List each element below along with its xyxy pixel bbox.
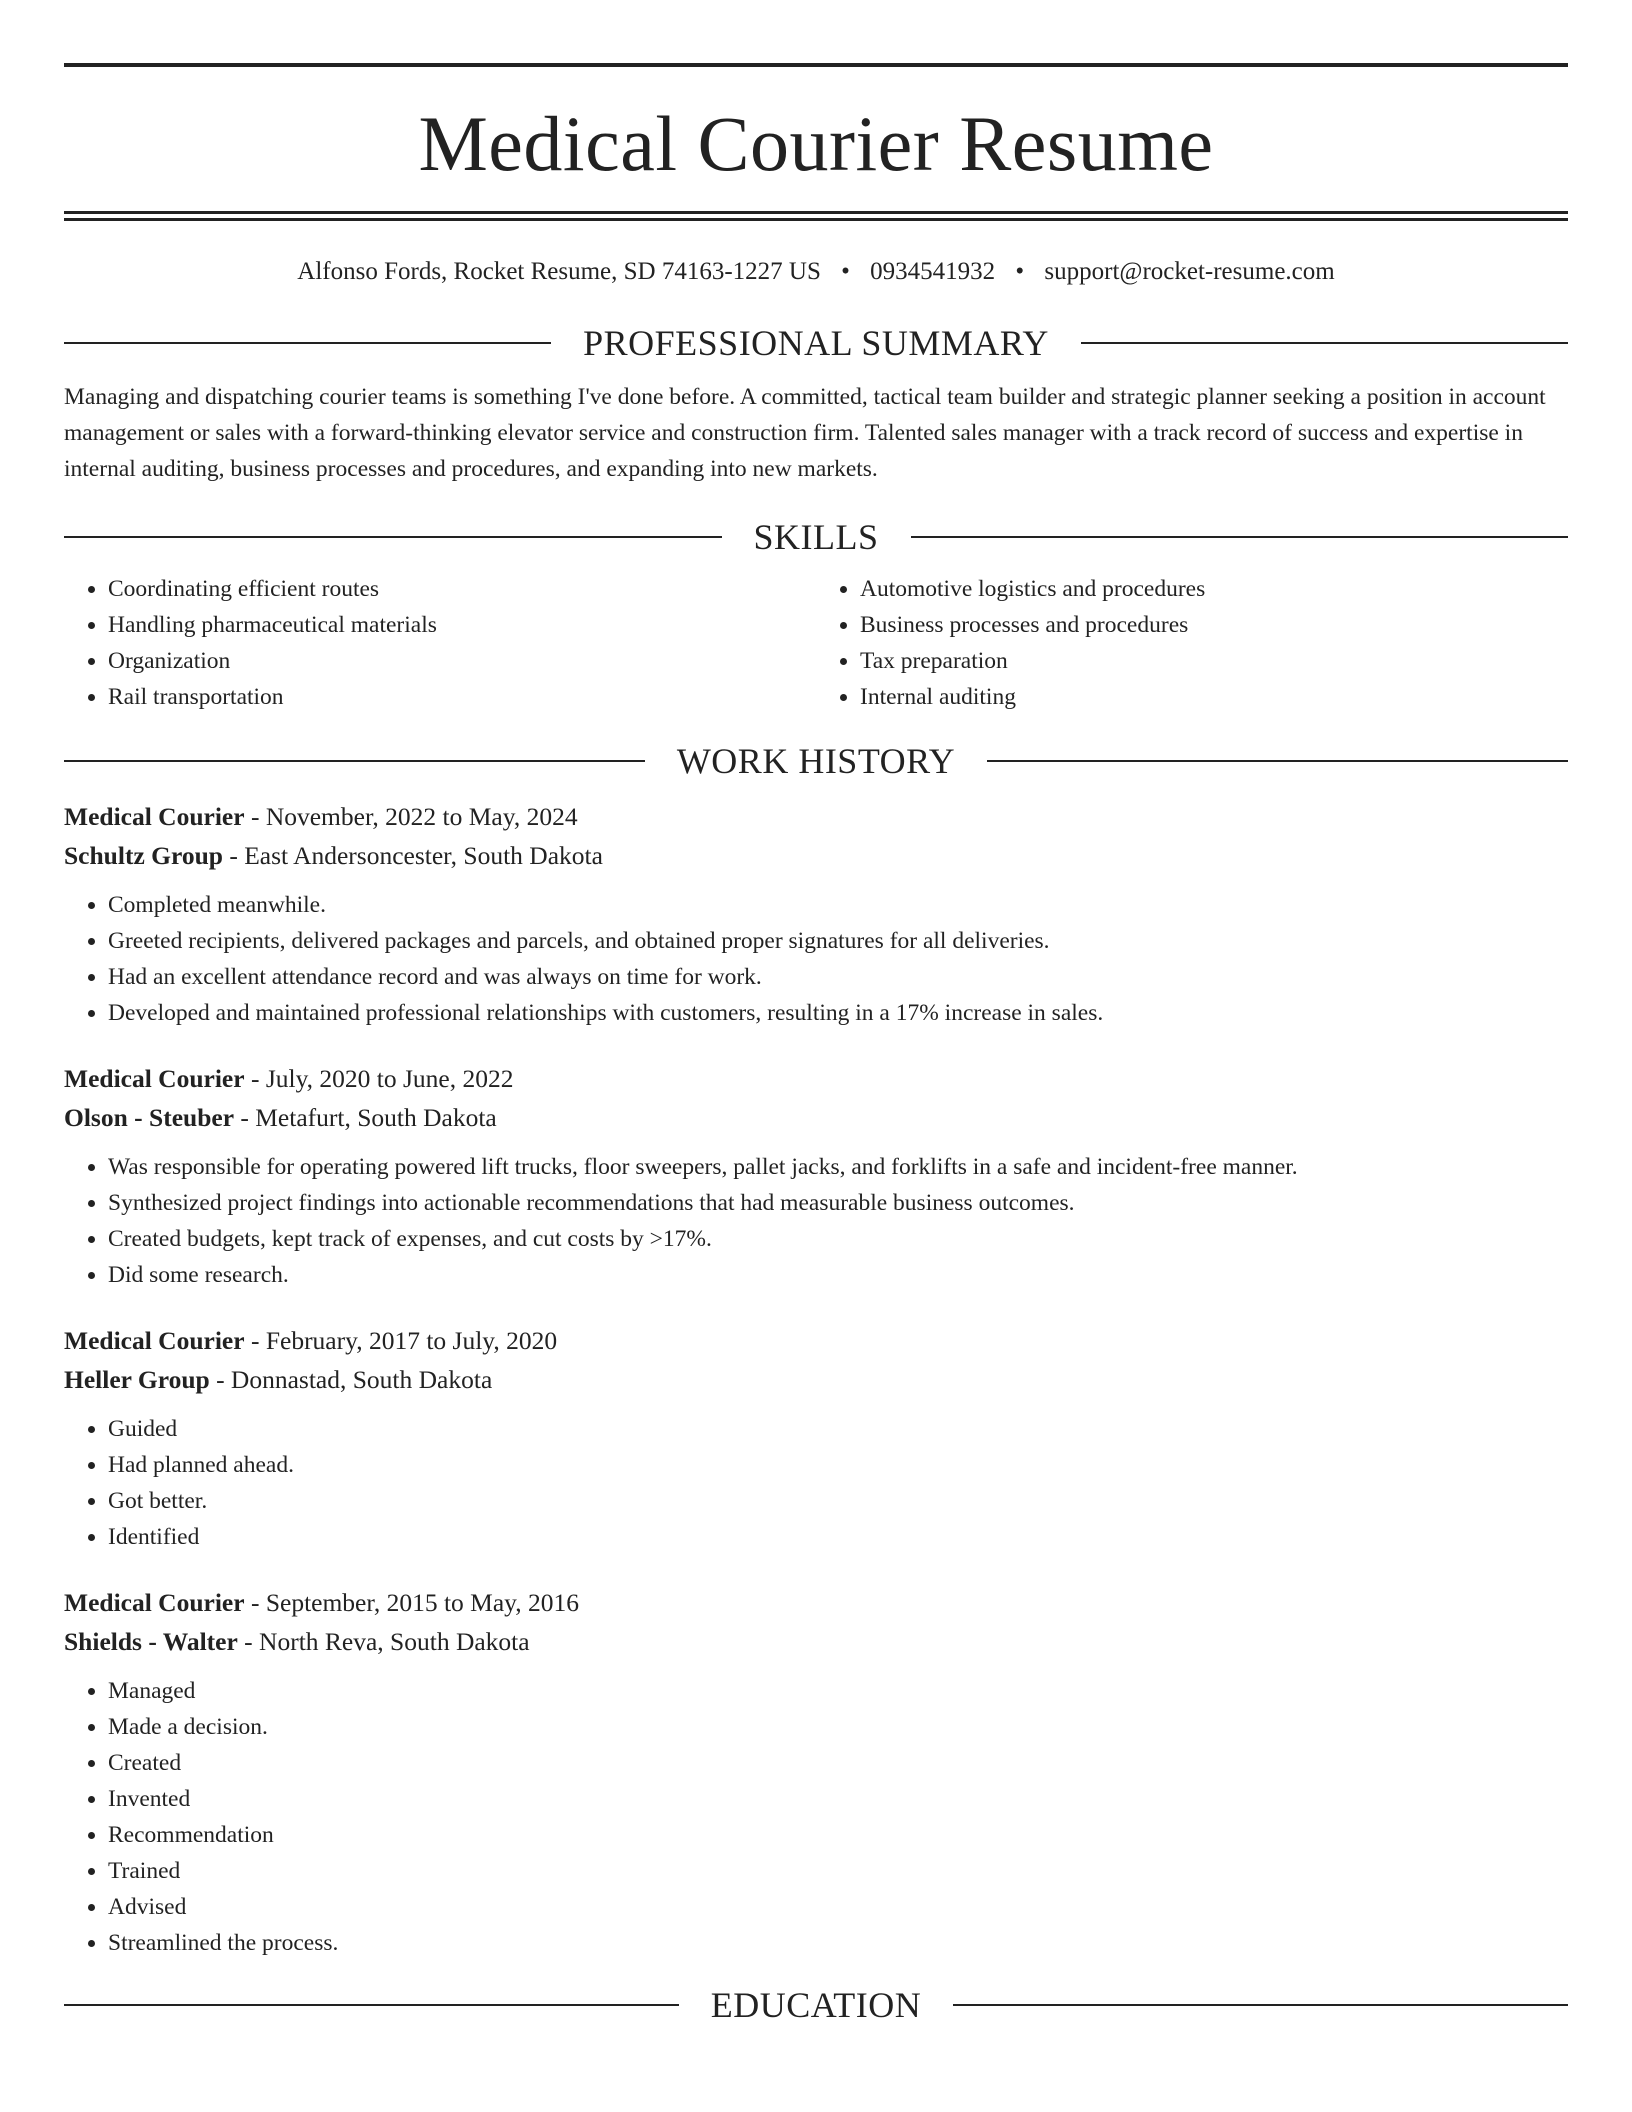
resume-page bbox=[64, 0, 1568, 2027]
divider bbox=[911, 536, 1569, 538]
top-rule bbox=[64, 63, 1568, 67]
skills-column-left bbox=[64, 571, 816, 715]
section-title: PROFESSIONAL SUMMARY bbox=[583, 323, 1049, 363]
job-dates: - November, 2022 to May, 2024 bbox=[244, 802, 578, 831]
contact-address: Alfonso Fords, Rocket Resume, SD 74163-1227 US bbox=[297, 258, 821, 285]
job-bullets bbox=[64, 1411, 1568, 1555]
divider bbox=[64, 536, 722, 538]
job-bullets bbox=[64, 1149, 1568, 1293]
divider bbox=[64, 760, 645, 762]
job-bullet: • Managed bbox=[108, 1673, 1568, 1709]
job-bullet: • Created budgets, kept track of expenses, and cut costs by >17%. bbox=[108, 1221, 1568, 1257]
contact-separator: • bbox=[1015, 258, 1025, 285]
job-role: Medical Courier bbox=[64, 1326, 245, 1355]
job-company: Schultz Group bbox=[64, 841, 223, 870]
resume-title: Medical Courier Resume bbox=[418, 100, 1214, 187]
job-bullet: • Completed meanwhile. bbox=[108, 887, 1568, 923]
skills-list bbox=[64, 571, 1568, 715]
job-bullet: • Synthesized project findings into actionable recommendations that had measurable business outcomes. bbox=[108, 1185, 1568, 1221]
job-company: Olson - Steuber bbox=[64, 1103, 235, 1132]
skill-item: • Handling pharmaceutical materials bbox=[108, 607, 816, 643]
job-bullet: • Streamlined the process. bbox=[108, 1925, 1568, 1961]
section-title: EDUCATION bbox=[710, 1985, 922, 2025]
title-double-rule bbox=[64, 211, 1568, 221]
skill-item: • Organization bbox=[108, 643, 816, 679]
skill-item: • Automotive logistics and procedures bbox=[860, 571, 1568, 607]
divider bbox=[953, 2004, 1568, 2006]
skills-column-right bbox=[816, 571, 1568, 715]
job-role: Medical Courier bbox=[64, 1064, 245, 1093]
contact-line bbox=[64, 257, 1568, 287]
job-entry bbox=[64, 797, 1568, 1031]
job-bullet: • Advised bbox=[108, 1889, 1568, 1925]
job-bullet: • Invented bbox=[108, 1781, 1568, 1817]
job-bullet: • Developed and maintained professional relationships with customers, resulting in a 17% increase in sales. bbox=[108, 995, 1568, 1031]
divider bbox=[64, 2004, 679, 2006]
job-bullet: • Guided bbox=[108, 1411, 1568, 1447]
job-bullet: • Had planned ahead. bbox=[108, 1447, 1568, 1483]
divider bbox=[1081, 342, 1568, 344]
contact-separator: • bbox=[841, 258, 850, 285]
job-entry bbox=[64, 1583, 1568, 1961]
job-bullet: • Greeted recipients, delivered packages and parcels, and obtained proper signatures for all deliveries. bbox=[108, 923, 1568, 959]
section-header-summary bbox=[64, 321, 1568, 365]
job-location: - North Reva, South Dakota bbox=[237, 1627, 530, 1656]
section-header-work bbox=[64, 739, 1568, 783]
job-bullets bbox=[64, 887, 1568, 1031]
job-entry bbox=[64, 1321, 1568, 1555]
divider bbox=[64, 342, 551, 344]
job-role: Medical Courier bbox=[64, 1588, 245, 1617]
job-role: Medical Courier bbox=[64, 802, 245, 831]
job-entry bbox=[64, 1059, 1568, 1293]
skill-item: • Business processes and procedures bbox=[860, 607, 1568, 643]
job-bullet: • Created bbox=[108, 1745, 1568, 1781]
contact-email: support@rocket-resume.com bbox=[1044, 258, 1335, 285]
job-location: - Metafurt, South Dakota bbox=[234, 1103, 497, 1132]
job-location: - East Andersoncester, South Dakota bbox=[222, 841, 603, 870]
job-bullet: • Trained bbox=[108, 1853, 1568, 1889]
job-bullet: • Was responsible for operating powered lift trucks, floor sweepers, pallet jacks, and forklifts in a safe and incident-free manner. bbox=[108, 1149, 1568, 1185]
skill-item: • Tax preparation bbox=[860, 643, 1568, 679]
summary-text: Managing and dispatching courier teams is something I've done before. A committed, tactical team builder and strategic planner seeking a position in account management or sales with a forward-thinking elevator service and construction firm. Talented sales manager with a track record of success and expertise in internal auditing, business processes and procedures, and expanding into new markets. bbox=[64, 384, 1546, 482]
contact-phone: 0934541932 bbox=[870, 258, 996, 285]
section-header-skills bbox=[64, 515, 1568, 559]
job-dates: - September, 2015 to May, 2016 bbox=[244, 1588, 580, 1617]
job-bullet: • Made a decision. bbox=[108, 1709, 1568, 1745]
skill-item: • Rail transportation bbox=[108, 679, 816, 715]
job-bullet: • Identified bbox=[108, 1519, 1568, 1555]
section-title: WORK HISTORY bbox=[676, 741, 956, 781]
divider bbox=[987, 760, 1568, 762]
job-dates: - February, 2017 to July, 2020 bbox=[244, 1326, 558, 1355]
job-dates: - July, 2020 to June, 2022 bbox=[244, 1064, 514, 1093]
section-header-education bbox=[64, 1983, 1568, 2027]
skill-item: • Internal auditing bbox=[860, 679, 1568, 715]
job-bullet: • Got better. bbox=[108, 1483, 1568, 1519]
job-location: - Donnastad, South Dakota bbox=[209, 1365, 493, 1394]
job-bullets bbox=[64, 1673, 1568, 1961]
job-bullet: • Had an excellent attendance record and was always on time for work. bbox=[108, 959, 1568, 995]
skill-item: • Coordinating efficient routes bbox=[108, 571, 816, 607]
job-company: Shields - Walter bbox=[64, 1627, 238, 1656]
job-company: Heller Group bbox=[64, 1365, 210, 1394]
job-bullet: • Did some research. bbox=[108, 1257, 1568, 1293]
job-bullet: • Recommendation bbox=[108, 1817, 1568, 1853]
section-title: SKILLS bbox=[753, 517, 879, 557]
